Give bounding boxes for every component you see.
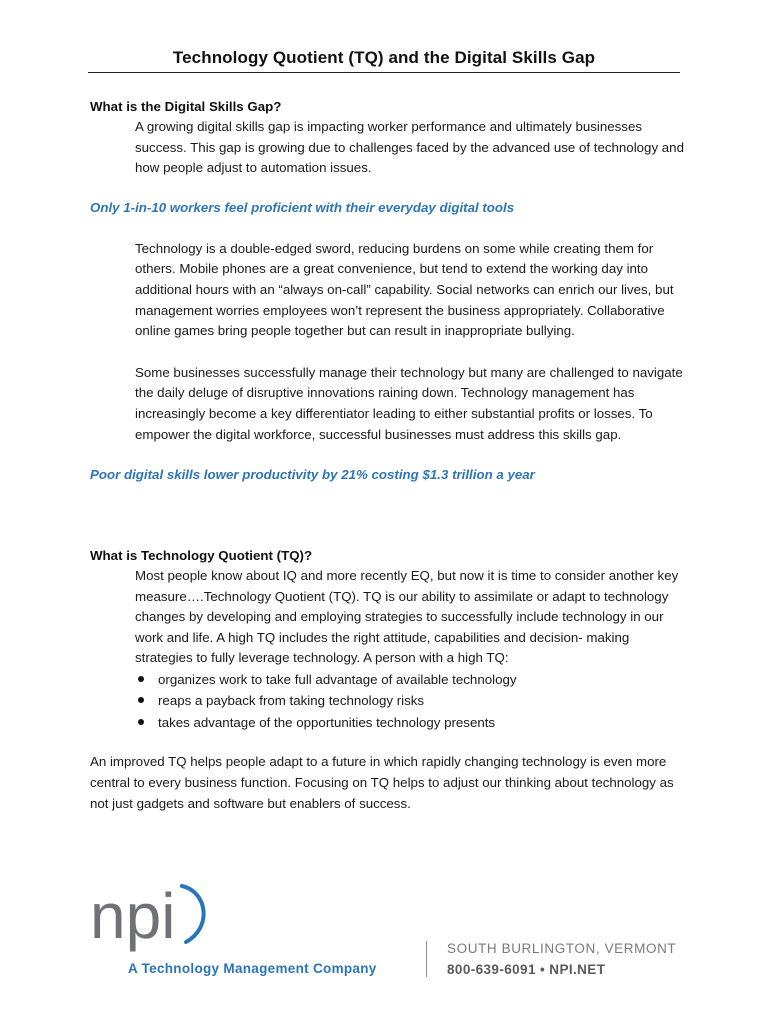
bullet-icon [138, 676, 144, 682]
footer-location: SOUTH BURLINGTON, VERMONT [447, 941, 677, 956]
footer-contact: 800-639-6091 • NPI.NET [447, 962, 606, 977]
paragraph: A growing digital skills gap is impacting worker performance and ultimately businesses success. This gap is growing due to challenges faced by the advanced use of technology and how people adjust to automation issues. [135, 119, 684, 176]
paragraph: Technology is a double-edged sword, reducing burdens on some while creating them for others. Mobile phones are a great convenience, but tend to extend the working day into additional hours with an “always on-call” capability. Social networks can enrich our lives, but management worries employees won’t represent the business appropriately. Collaborative online games bring people together but can result in inappropriate bullying. [135, 240, 674, 339]
document-title: Technology Quotient (TQ) and the Digital Skills Gap [172, 48, 596, 67]
list-item [90, 712, 690, 734]
section-technology-quotient [90, 546, 690, 814]
list-item-text: takes advantage of the opportunities technology presents [158, 714, 496, 730]
section-heading: What is Technology Quotient (TQ)? [90, 548, 313, 563]
list-item-text: reaps a payback from taking technology risks [158, 693, 425, 709]
tq-bullet-list [90, 669, 690, 734]
callout-stat: Only 1-in-10 workers feel proficient with their everyday digital tools [90, 199, 515, 215]
callout-stat: Poor digital skills lower productivity by 21% costing $1.3 trillion a year [90, 467, 535, 483]
paragraph: Most people know about IQ and more recently EQ, but now it is time to consider another key measure….Technology Quotient (TQ). TQ is our ability to assimilate or adapt to technology changes by developing and employing strategies to successfully include technology in our work and life. A high TQ includes the right attitude, capabilities and decision- making strategies to fully leverage technology. A person with a high TQ: [135, 568, 679, 666]
logo-wordmark: npi [90, 880, 176, 952]
list-item [90, 669, 690, 691]
title-underline [88, 72, 680, 73]
footer-divider [426, 941, 427, 977]
list-item [90, 690, 690, 712]
paragraph: An improved TQ helps people adapt to a future in which rapidly changing technology is even more central to every business function. Focusing on TQ helps to adjust our thinking about technology as not just gadgets and software but enablers of success. [90, 754, 674, 811]
bullet-icon [138, 719, 144, 725]
section-digital-skills-gap [90, 97, 690, 485]
npi-logo [90, 880, 220, 956]
paragraph: Some businesses successfully manage their technology but many are challenged to navigate the daily deluge of disruptive innovations raining down. Technology management has increasingly become a key differentiator leading to either substantial profits or losses. To empower the digital workforce, successful businesses must address this skills gap. [135, 364, 683, 442]
list-item-text: organizes work to take full advantage of available technology [158, 671, 517, 687]
company-tagline: A Technology Management Company [128, 961, 377, 976]
logo-swoosh [182, 886, 204, 942]
section-heading: What is the Digital Skills Gap? [90, 99, 282, 114]
bullet-icon [138, 697, 144, 703]
